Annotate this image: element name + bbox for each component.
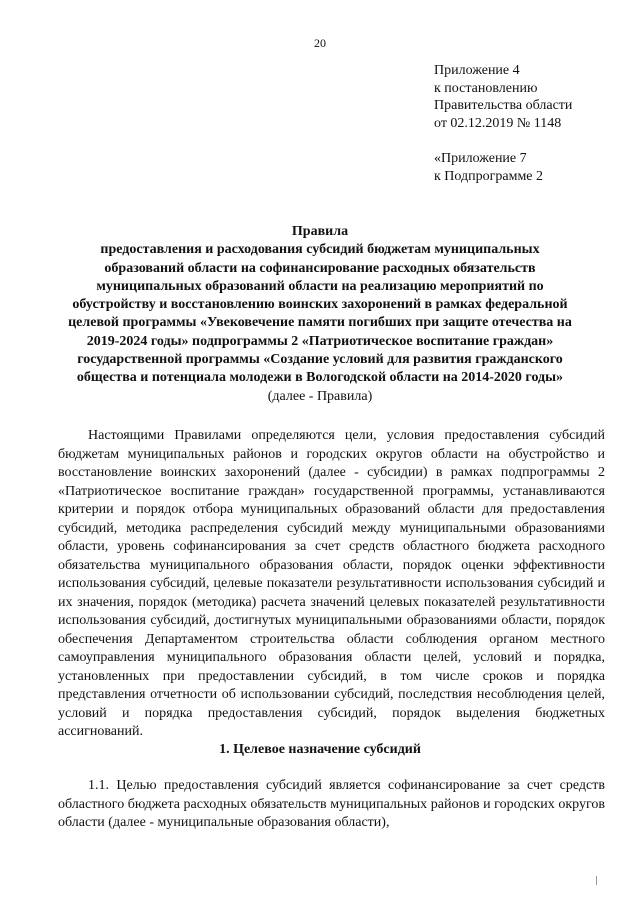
document-title xyxy=(60,223,580,406)
title-heading: Правила xyxy=(291,224,349,239)
annex-line: Приложение 4 xyxy=(434,63,520,78)
title-line: образований области на софинансирование расходных обязательств xyxy=(104,260,536,276)
annex-sub-line: к Подпрограмме 2 xyxy=(434,168,544,184)
section-heading: 1. Целевое назначение субсидий xyxy=(219,742,421,757)
annex-header xyxy=(434,62,572,132)
title-note: (далее - Правила) xyxy=(267,388,373,404)
title-line: целевой программы «Увековечение памяти погибших при защите отечества на xyxy=(68,315,572,331)
title-line: обустройству и восстановлению воинских захоронений в рамках федеральной xyxy=(72,297,568,313)
annex-line: к постановлению xyxy=(434,80,538,96)
title-line: общества и потенциала молодежи в Вологодской области на 2014-2020 годы» xyxy=(76,370,564,386)
title-line: предоставления и расходования субсидий бюджетам муниципальных xyxy=(100,242,540,258)
paragraph-1-1: 1.1. Целью предоставления субсидий является софинансирование за счет средств областного бюджета расходных обязательств муниципальных районов и городских округов области (далее - муниципальные образования области), xyxy=(58,778,605,830)
annex-sub-line: «Приложение 7 xyxy=(434,151,527,166)
title-line: государственной программы «Создание условий для развития гражданского xyxy=(77,352,563,368)
intro-paragraph: Настоящими Правилами определяются цели, условия предоставления субсидий бюджетам муниципальных районов и городских округов области на обустройство и восстановление воинских захоронений (далее - субсидии) в рамках подпрограммы 2 «Патриотическое воспитание граждан» государственной программы, устанавливаются критерии и порядок отбора муниципальных образований области для предоставления субсидий, методика распределения субсидий между муниципальными образованиями области, уровень софинансирования за счет средств областного бюджета расходного обязательства муниципального образования области, порядок оценки эффективности использования субсидий, целевые показатели результативности использования субсидий и их значения, порядок (методика) расчета значений целевых показателей результативности использования субсидий, достигнутых муниципальными образованиями области, порядок обеспечения Департаментом строительства области соблюдения органом местного самоуправления муниципального образования области целей, условий и порядка, установленных при предоставлении субсидий, в том числе сроков и порядка представления отчетности об использовании субсидий, последствия несоблюдения целей, условий и порядка предоставления субсидий, порядок выделения бюджетных ассигнований. xyxy=(58,428,605,739)
scan-mark xyxy=(596,876,597,885)
title-line: 2019-2024 годы» подпрограммы 2 «Патриотическое воспитание граждан» xyxy=(86,333,554,349)
title-line: муниципальных образований области на реализацию мероприятий по xyxy=(96,278,544,294)
page-number: 20 xyxy=(314,36,326,50)
annex-line: от 02.12.2019 № 1148 xyxy=(434,115,562,131)
annex-sub-header xyxy=(434,150,543,185)
annex-line: Правительства области xyxy=(434,98,573,113)
